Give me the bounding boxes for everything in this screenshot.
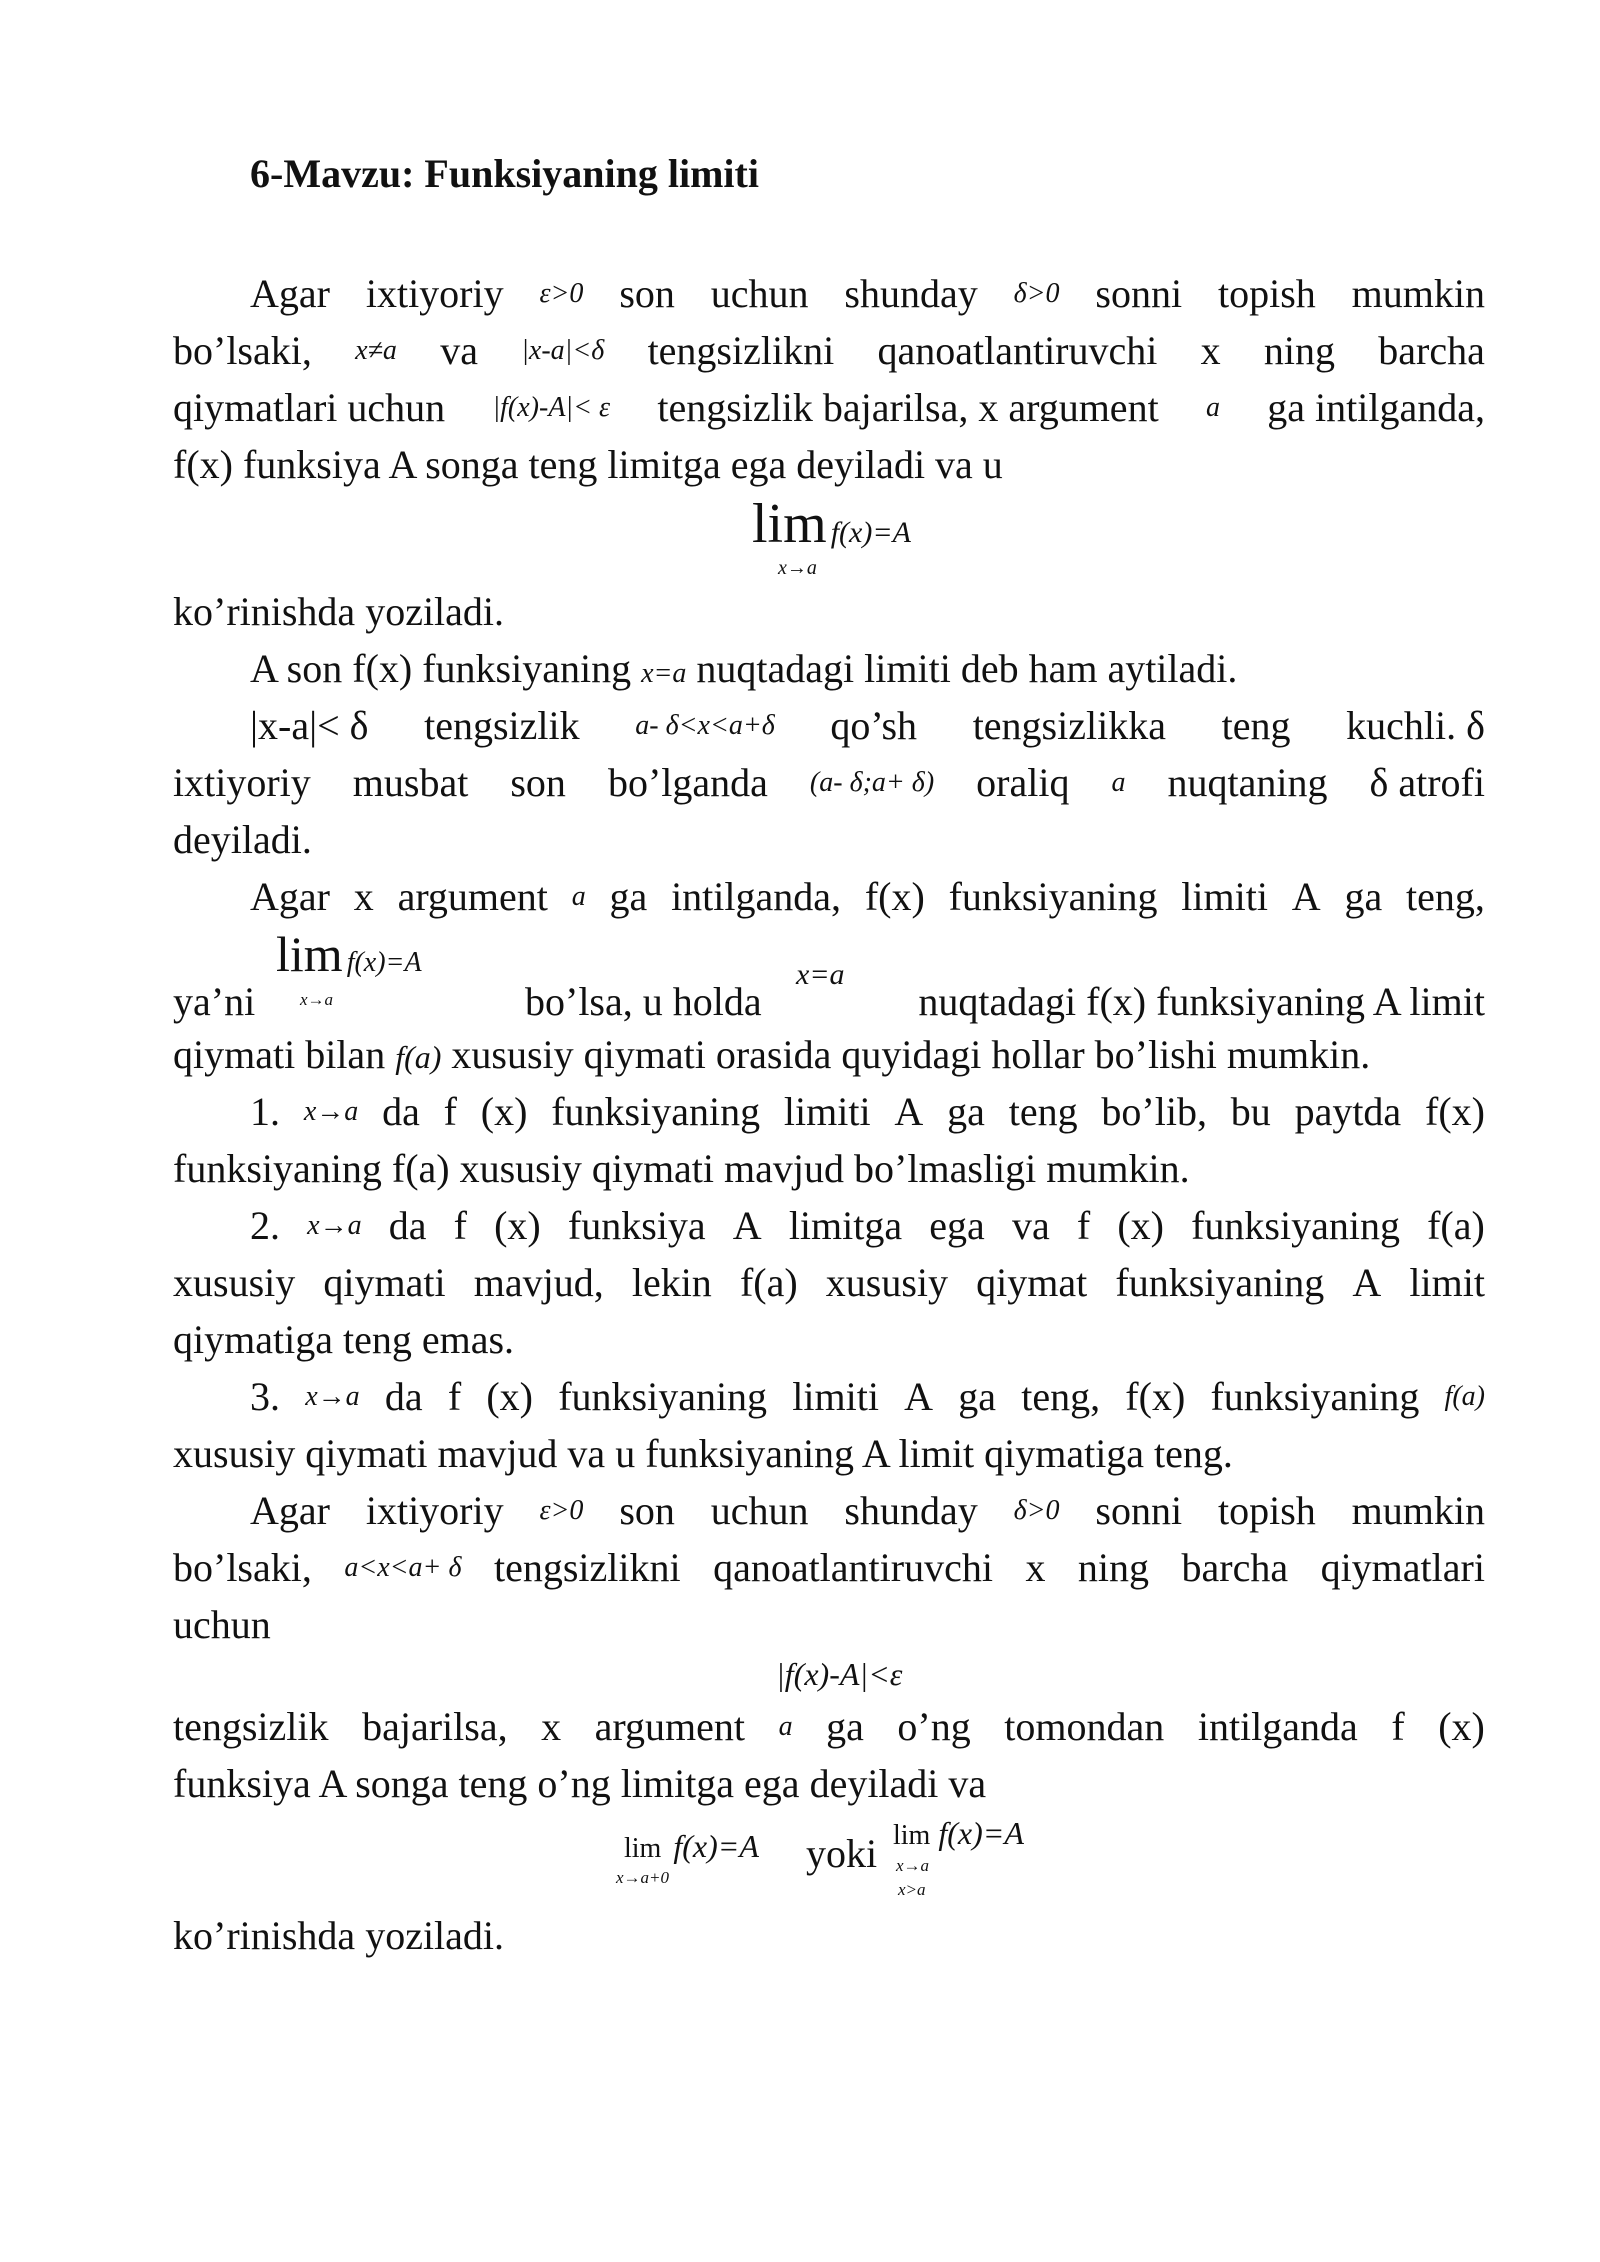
item3-word: x→a: [305, 1381, 360, 1412]
item3-line2: xususiy qiymati mavjud va u funksiyaning A limit qiymatiga teng.: [173, 1431, 1233, 1476]
p1-word: Agar: [250, 271, 330, 316]
item1-word: f: [443, 1089, 457, 1134]
p4-word: son: [510, 760, 566, 805]
item2-word: funksiya: [567, 1203, 706, 1248]
p6-word: a<x<a+ δ: [344, 1552, 462, 1583]
item3-word: A: [904, 1374, 934, 1419]
item3-word: funksiyaning: [1210, 1374, 1420, 1419]
p4-word: teng: [1221, 703, 1291, 748]
item1-word: bu: [1230, 1089, 1271, 1134]
p7-word: tomondan: [1004, 1704, 1165, 1749]
item2-word: funksiyaning: [1115, 1260, 1325, 1305]
p3-math: x=a: [641, 658, 687, 689]
lim-symbol: lim: [752, 493, 827, 555]
p6-word: mumkin: [1351, 1488, 1485, 1533]
item2-word: 2.: [250, 1203, 280, 1248]
item2-word: xususiy: [825, 1260, 949, 1305]
p1-word: |x-a|<δ: [521, 335, 605, 366]
p2-line: ko’rinishda yoziladi.: [173, 589, 505, 634]
p6-word: uchun: [710, 1488, 809, 1533]
p1-word: tengsizlikni: [647, 328, 835, 373]
item2-word: A: [732, 1203, 762, 1248]
p6-word: ning: [1077, 1545, 1150, 1590]
p4-word: qo’sh: [830, 703, 918, 748]
item2-word: va: [1011, 1203, 1050, 1248]
p7-word: argument: [594, 1704, 746, 1749]
item1-word: A: [894, 1089, 924, 1134]
item1-word: (x): [480, 1089, 528, 1134]
p4-line2: [173, 759, 1485, 807]
item2-word: limitga: [788, 1203, 903, 1248]
item2-word: da: [388, 1203, 427, 1248]
item1-line1: [250, 1088, 1485, 1136]
item2-word: (x): [1117, 1203, 1164, 1248]
formula-right-limit-alt: [893, 1815, 1024, 1852]
p6-word: ε>0: [539, 1495, 584, 1526]
p6-word: δ>0: [1013, 1495, 1060, 1526]
p4-word: musbat: [352, 760, 469, 805]
item1-line2: funksiyaning f(a) xususiy qiymati mavjud bo’lmasligi mumkin.: [173, 1146, 1190, 1191]
p7-word: tengsizlik: [173, 1704, 329, 1749]
item2-word: f(a): [739, 1260, 798, 1305]
item3-word: (x): [486, 1374, 533, 1419]
p1-text: ga intilganda,: [1267, 385, 1485, 430]
p7-word: ga: [826, 1704, 864, 1749]
p6-word: tengsizlikni: [493, 1545, 681, 1590]
item3-word: f(a): [1444, 1381, 1485, 1412]
formula-sub: x>a: [898, 1880, 926, 1899]
formula-expr: f(x)=A: [673, 1828, 759, 1864]
formula-limit: [752, 492, 911, 556]
item3-word: da: [384, 1374, 423, 1419]
p5-word: funksiyaning: [948, 874, 1158, 919]
item2-word: lekin: [631, 1260, 712, 1305]
item2-word: funksiyaning: [1191, 1203, 1400, 1248]
formula-sub: x→a: [778, 557, 817, 579]
p4-word: |x-a|< δ: [250, 703, 369, 748]
item2-word: f: [1076, 1203, 1091, 1248]
item1-word: x→a: [303, 1096, 359, 1127]
p5-word: ga: [609, 874, 648, 919]
p1-word: ning: [1263, 328, 1336, 373]
p5-line3: [173, 1031, 1485, 1081]
item2-line2: [173, 1259, 1485, 1307]
item1-word: bo’lib,: [1101, 1089, 1207, 1134]
p8-line: ko’rinishda yoziladi.: [173, 1913, 505, 1958]
item2-word: (x): [494, 1203, 541, 1248]
p1-math: a: [1205, 392, 1220, 423]
item1-word: 1.: [250, 1089, 280, 1134]
p4-word: oraliq: [976, 760, 1070, 805]
formula-sub: x→a: [896, 1856, 930, 1875]
p1-word: x≠a: [355, 335, 397, 366]
p6-word: son: [619, 1488, 675, 1533]
p1-word: ixtiyoriy: [365, 271, 504, 316]
p5-word: f(x): [864, 874, 925, 919]
p1-line2: [173, 327, 1485, 375]
lim-symbol: lim: [624, 1833, 662, 1864]
item2-word: qiymat: [976, 1260, 1088, 1305]
item1-word: teng: [1008, 1089, 1078, 1134]
p5-word: a: [571, 881, 586, 912]
item1-word: funksiyaning: [551, 1089, 761, 1134]
p7-word: f: [1391, 1704, 1405, 1749]
item3-word: 3.: [250, 1374, 280, 1419]
p5-word: limiti: [1181, 874, 1268, 919]
p4-word: (a- δ;a+ δ): [809, 767, 935, 798]
formula-expr: f(x)=A: [938, 1815, 1024, 1851]
p7-word: bajarilsa,: [362, 1704, 508, 1749]
p7-word: intilganda: [1197, 1704, 1358, 1749]
p5-text: qiymati bilan: [173, 1032, 386, 1077]
item3-word: f(x): [1125, 1374, 1186, 1419]
p6-line3: uchun: [173, 1602, 271, 1647]
lim-symbol: lim: [893, 1820, 931, 1851]
p4-word: tengsizlik: [424, 703, 580, 748]
p6-word: qiymatlari: [1320, 1545, 1485, 1590]
p6-word: bo’lsaki,: [173, 1545, 312, 1590]
p5-word: Agar: [250, 874, 330, 919]
p5-text: nuqtadagi f(x) funksiyaning A limit: [918, 979, 1485, 1024]
p1-word: δ>0: [1013, 278, 1060, 309]
item2-word: mavjud,: [473, 1260, 604, 1305]
p1-text: qiymatlari uchun: [173, 385, 446, 430]
p4-word: a- δ<x<a+δ: [635, 710, 775, 741]
p4-word: ixtiyoriy: [173, 760, 311, 805]
formula-limit-inline: [276, 925, 422, 983]
p1-text: tengsizlik bajarilsa, x argument: [657, 385, 1159, 430]
item2-word: xususiy: [173, 1260, 296, 1305]
p1-word: ε>0: [539, 278, 584, 309]
p7-word: (x): [1438, 1704, 1485, 1749]
p4-word: nuqtaning: [1167, 760, 1328, 805]
p4-word: a: [1111, 767, 1126, 798]
formula-yoki: yoki: [806, 1831, 878, 1876]
formula-sub: x→a+0: [616, 1868, 670, 1887]
p4-word: bo’lganda: [607, 760, 768, 805]
item2-word: f: [453, 1203, 467, 1248]
p4-word: kuchli. δ: [1346, 703, 1485, 748]
p3-line: [250, 645, 1237, 698]
p7-line2: funksiya A songa teng o’ng limitga ega deyiladi va: [173, 1761, 987, 1806]
p5-line1: [250, 873, 1485, 921]
formula-sub: x→a: [300, 990, 334, 1009]
p5-word: teng,: [1406, 874, 1485, 919]
p6-word: ixtiyoriy: [365, 1488, 504, 1533]
item3-word: funksiyaning: [558, 1374, 768, 1419]
p5-math: x=a: [796, 958, 845, 991]
item2-word: limit: [1409, 1260, 1485, 1305]
p6-word: x: [1025, 1545, 1046, 1590]
item3-line1: [250, 1373, 1485, 1421]
p1-word: sonni: [1095, 271, 1183, 316]
p6-word: Agar: [250, 1488, 330, 1533]
formula-inequality: |f(x)-A|<ε: [776, 1656, 903, 1692]
item2-line1: [250, 1202, 1485, 1250]
item1-word: da: [382, 1089, 420, 1134]
formula-right-limit: [624, 1828, 759, 1865]
p5-math: f(a): [395, 1039, 442, 1075]
p4-line1: [250, 702, 1485, 750]
p6-word: sonni: [1095, 1488, 1183, 1533]
p4-word: tengsizlikka: [972, 703, 1166, 748]
item1-word: limiti: [783, 1089, 871, 1134]
p6-line1: [250, 1487, 1485, 1535]
p1-word: topish: [1217, 271, 1316, 316]
p1-word: mumkin: [1351, 271, 1485, 316]
p1-word: qanoatlantiruvchi: [877, 328, 1158, 373]
p1-math: |f(x)-A|< ε: [492, 392, 611, 423]
item2-word: f(a): [1427, 1203, 1485, 1248]
p5-word: intilganda,: [671, 874, 842, 919]
formula-expr: f(x)=A: [346, 947, 422, 978]
item3-word: ga: [958, 1374, 997, 1419]
item2-word: ega: [929, 1203, 985, 1248]
p5-word: ga: [1344, 874, 1383, 919]
p5-word: x: [353, 874, 374, 919]
p6-line2: [173, 1544, 1485, 1592]
p6-word: shunday: [844, 1488, 978, 1533]
p4-line3: deyiladi.: [173, 817, 312, 862]
item1-word: ga: [947, 1089, 985, 1134]
item3-word: limiti: [792, 1374, 879, 1419]
page-title: 6-Mavzu: Funksiyaning limiti: [250, 151, 759, 196]
item3-word: f: [447, 1374, 462, 1419]
p6-word: topish: [1217, 1488, 1316, 1533]
p1-line3: [173, 384, 1485, 432]
item1-word: paytda: [1294, 1089, 1402, 1134]
p7-word: o’ng: [897, 1704, 971, 1749]
p5-word: A: [1291, 874, 1321, 919]
p1-word: bo’lsaki,: [173, 328, 312, 373]
p7-word: a: [778, 1711, 793, 1742]
p1-line1: [250, 270, 1485, 318]
item1-word: f(x): [1425, 1089, 1485, 1134]
p4-word: δ atrofi: [1369, 760, 1485, 805]
formula-expr: f(x)=A: [830, 516, 911, 549]
p1-word: barcha: [1378, 328, 1485, 373]
p5-text: ya’ni: [173, 979, 256, 1024]
p7-word: x: [541, 1704, 562, 1749]
item2-word: x→a: [307, 1210, 362, 1241]
item3-word: teng,: [1021, 1374, 1101, 1419]
p3-text: A son f(x) funksiyaning: [250, 646, 632, 691]
p5-text: xususiy qiymati orasida quyidagi hollar bo’lishi mumkin.: [451, 1032, 1371, 1077]
item2-word: A: [1352, 1260, 1382, 1305]
p3-text: nuqtadagi limiti deb ham aytiladi.: [696, 646, 1238, 691]
p7-line1: [173, 1703, 1485, 1751]
p5-word: argument: [397, 874, 548, 919]
p1-word: shunday: [844, 271, 978, 316]
lim-symbol: lim: [276, 926, 343, 982]
p1-word: va: [440, 328, 478, 373]
p6-word: qanoatlantiruvchi: [713, 1545, 993, 1590]
p1-word: son: [619, 271, 675, 316]
p1-word: x: [1200, 328, 1221, 373]
item2-word: qiymati: [323, 1260, 446, 1305]
p5-text: bo’lsa, u holda: [525, 979, 762, 1024]
p1-word: uchun: [710, 271, 809, 316]
item2-line3: qiymatiga teng emas.: [173, 1317, 515, 1362]
p6-word: barcha: [1181, 1545, 1289, 1590]
p1-line4: f(x) funksiya A songa teng limitga ega deyiladi va u: [173, 442, 1003, 487]
